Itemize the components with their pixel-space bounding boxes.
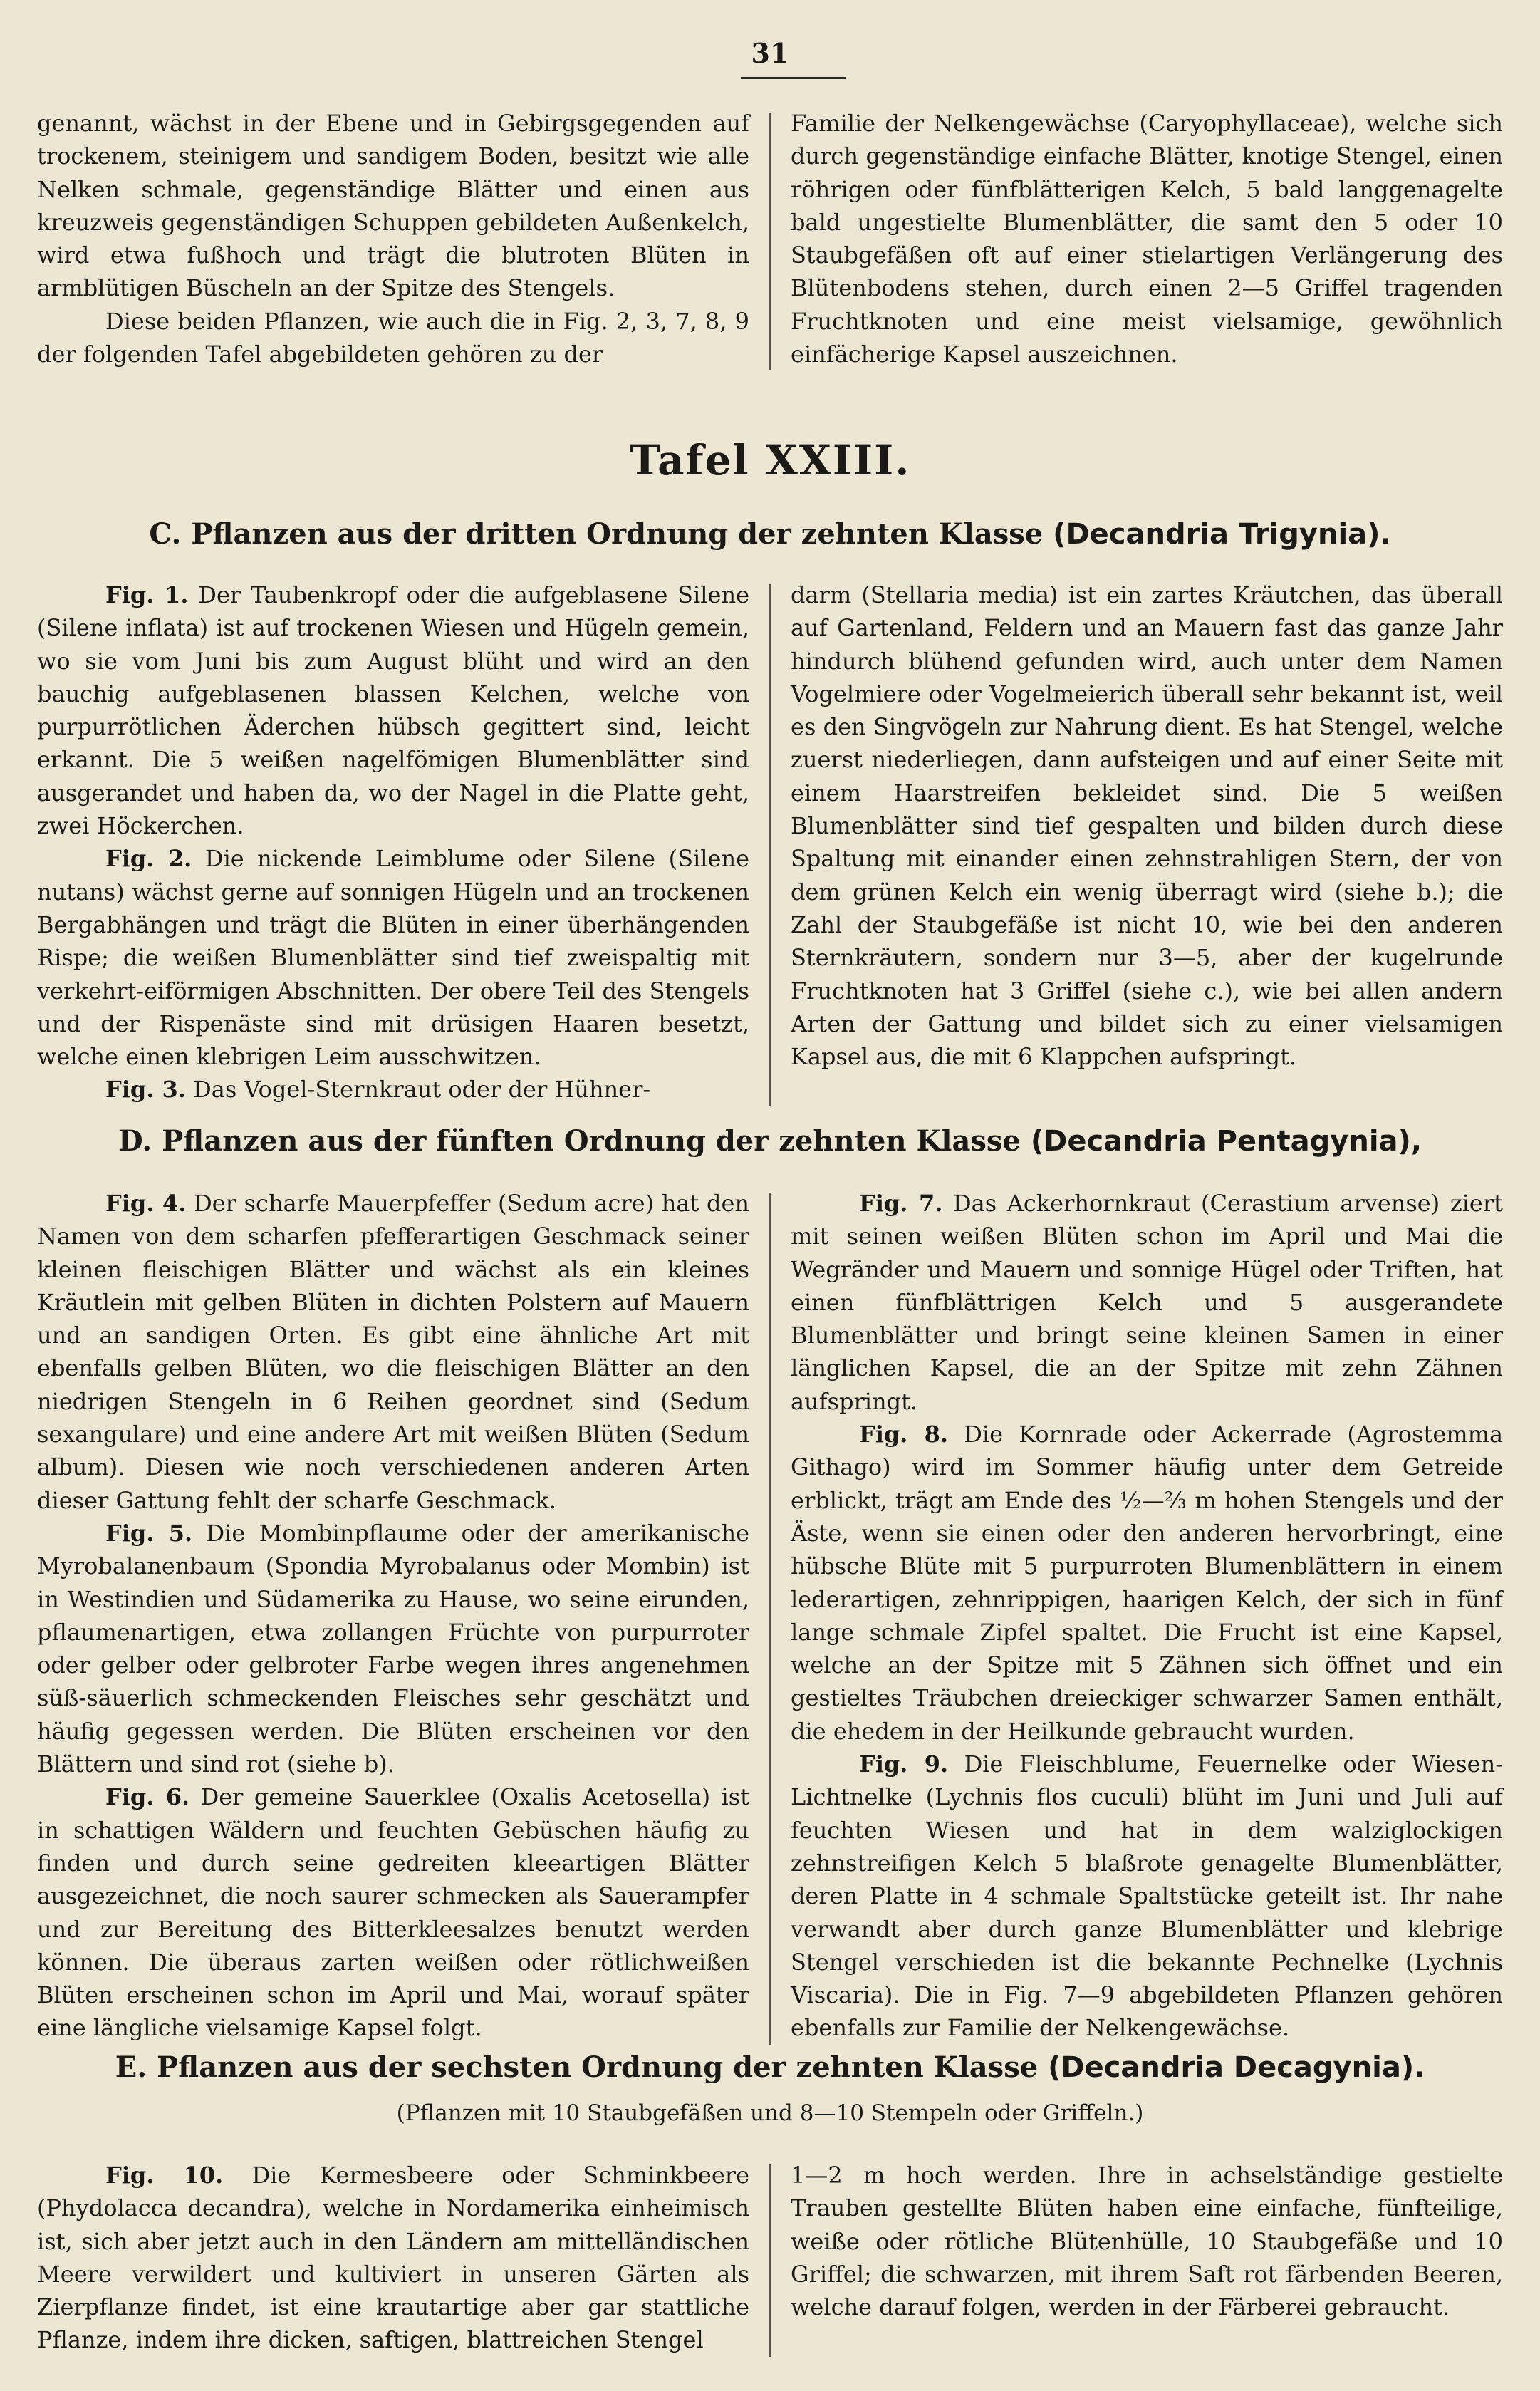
section-d-columns — [37, 1187, 1503, 2045]
figure-label: Fig. 10. — [105, 2162, 224, 2189]
figure-paragraph — [37, 1780, 749, 2044]
plate-title: Tafel XXIII. — [629, 436, 911, 484]
figure-label: Fig. 6. — [105, 1783, 190, 1811]
section-e-right-column — [791, 2159, 1503, 2357]
section-c-left-column — [37, 579, 749, 1106]
page-number: 31 — [751, 37, 789, 69]
figure-text: Die Mombinpflaume oder der amerikanische Myrobalanenbaum (Spondia Myrobalanus oder Mombin) ist in Westindien und Südamerika zu Hause, wo seine eirunden, pflaumenartigen, etwa zollangen Früchte von purpurroter oder gelber oder gelbroter Farbe wegen ihres angenehmen süß-säuerlich schmeckenden Fleisches sehr geschätzt und häufig gegessen werden. Die Blüten erscheinen vor den Blättern und sind rot (siehe b). — [37, 1519, 750, 1778]
section-c-heading — [0, 517, 1540, 551]
section-e-columns — [37, 2159, 1503, 2357]
figure-label: Fig. 7. — [859, 1190, 943, 1217]
section-d-right-column — [791, 1187, 1503, 2045]
intro-columns — [37, 107, 1503, 370]
column-divider — [769, 113, 771, 370]
section-heading-text: D. Pflanzen aus der fünften Ordnung der zehnten Klasse — [118, 1124, 1021, 1158]
figure-paragraph — [37, 842, 749, 1073]
figure-paragraph — [37, 1187, 749, 1517]
paragraph: 1—2 m hoch werden. Ihre in achselständige gestielte Trauben gestellte Blüten haben eine einfache, fünfteilige, weiße oder rötliche Blütenhülle, 10 Staubgefäße und 10 Griffel; die schwarzen, mit ihrem Saft rot färbenden Beeren, welche darauf folgen, werden in der Färberei gebraucht. — [791, 2162, 1503, 2321]
figure-label: Fig. 4. — [105, 1190, 187, 1217]
figure-text: Der gemeine Sauerklee (Oxalis Acetosella) ist in schattigen Wäldern und feuchten Gebüschen häufig zu finden und durch seine gedreiten kleeartigen Blätter ausgezeichnet, die noch saurer schmecken als Sauerampfer und zur Bereitung des Bitterkleesalzes benutzt werden können. Die überaus zarten weißen oder rötlichweißen Blüten erscheinen schon im April und Mai, worauf später eine längliche vielsamige Kapsel folgt. — [37, 1783, 750, 2042]
figure-text: Die Fleischblume, Feuernelke oder Wiesen-Lichtnelke (Lychnis flos cuculi) blüht im Juni und Juli auf feuchten Wiesen und hat in dem walziglockigen zehnstreifigen Kelch 5 blaßrote genagelte Blumenblätter, deren Platte in 4 schmale Spaltstücke geteilt ist. Ihr nahe verwandt aber durch ganze Blumenblätter und klebrige Stengel verschieden ist die bekannte Pechnelke (Lychnis Viscaria). Die in Fig. 7—9 abgebildeten Pflanzen gehören ebenfalls zur Familie der Nelkengewächse. — [791, 1751, 1504, 2042]
section-heading-latin: (Decandria Pentagynia), — [1030, 1125, 1422, 1158]
section-e-heading — [0, 2050, 1540, 2084]
figure-text: Der Taubenkropf oder die aufgeblasene Silene (Silene inflata) ist auf trockenen Wiesen und Hügeln gemein, wo sie vom Juni bis zum August blüht und wird an den bauchig aufgeblasenen blassen Kelchen, welche von purpurrötlichen Äderchen hübsch gegittert sind, leicht erkannt. Die 5 weißen nagelfömigen Blumenblätter sind ausgerandet und haben da, wo der Nagel in die Platte geht, zwei Höckerchen. — [37, 581, 750, 840]
paragraph: darm (Stellaria media) ist ein zartes Kräutchen, das überall auf Gartenland, Feldern und an Mauern fast das ganze Jahr hindurch blühend gefunden wird, auch unter dem Namen Vogelmiere oder Vogelmeierich überall sehr bekannt ist, weil es den Singvögeln zur Nahrung dient. Es hat Stengel, welche zuerst niederliegen, dann aufsteigen und auf einer Seite mit einem Haarstreifen bekleidet sind. Die 5 weißen Blumenblätter sind tief gespalten und bilden durch diese Spaltung mit einander einen zehnstrahligen Stern, der von dem grünen Kelch ein wenig überragt wird (siehe b.); die Zahl der Staubgefäße ist nicht 10, wie bei den anderen Sternkräutern, sondern nur 3—5, aber der kugelrunde Fruchtknoten hat 3 Griffel (siehe c.), wie bei allen andern Arten der Gattung und bildet sich zu einer vielsamigen Kapsel aus, die mit 6 Klappchen aufspringt. — [791, 581, 1503, 1071]
figure-text: Das Ackerhornkraut (Cerastium arvense) ziert mit seinen weißen Blüten schon im April und Mai die Wegränder und Mauern und sonnige Hügel oder Triften, hat einen fünfblättrigen Kelch und 5 ausgerandete Blumenblätter und bringt seine kleinen Samen in einer länglichen Kapsel, die an der Spitze mit zehn Zähnen aufspringt. — [791, 1190, 1504, 1415]
figure-paragraph — [37, 1517, 749, 1780]
section-e-note: (Pflanzen mit 10 Staubgefäßen und 8—10 Stempeln oder Griffeln.) — [396, 2100, 1144, 2126]
column-divider — [769, 2164, 771, 2357]
section-heading-text: C. Pflanzen aus der dritten Ordnung der zehnten Klasse — [149, 517, 1044, 551]
section-c-columns — [37, 579, 1503, 1106]
figure-text: Das Vogel-Sternkraut oder der Hühner- — [193, 1076, 651, 1104]
section-heading-latin: (Decandria Trigynia). — [1053, 518, 1391, 551]
figure-paragraph — [791, 1418, 1503, 1748]
section-c-right-column — [791, 579, 1503, 1106]
column-divider — [769, 1193, 771, 2045]
figure-text: Die Kermesbeere oder Schminkbeere (Phydolacca decandra), welche in Nordamerika einheimisch ist, sich aber jetzt auch in den Ländern am mittelländischen Meere verwildert und kultiviert in unseren Gärten als Zierpflanze findet, ist eine krautartige aber gar stattliche Pflanze, indem ihre dicken, saftigen, blattreichen Stengel — [37, 2162, 750, 2354]
figure-paragraph — [37, 1073, 749, 1106]
column-divider — [769, 584, 771, 1106]
page-number-rule — [741, 77, 846, 79]
figure-label: Fig. 3. — [105, 1076, 186, 1104]
section-heading-latin: (Decandria Decagynia). — [1048, 2051, 1425, 2084]
figure-label: Fig. 8. — [859, 1421, 948, 1448]
paragraph: Diese beiden Pflanzen, wie auch die in Fig. 2, 3, 7, 8, 9 der folgenden Tafel abgebildeten gehören zu der — [37, 307, 749, 368]
figure-text: Der scharfe Mauerpfeffer (Sedum acre) hat den Namen von dem scharfen pfefferartigen Geschmack seiner kleinen fleischigen Blätter und wächst als ein kleines Kräutlein mit gelben Blüten in dichten Polstern auf Mauern und an sandigen Orten. Es gibt eine ähnliche Art mit ebenfalls gelben Blüten, wo die fleischigen Blätter an den niedrigen Stengeln in 6 Reihen geordnet sind (Sedum sexangulare) und eine andere Art mit weißen Blüten (Sedum album). Diesen wie noch verschiedenen anderen Arten dieser Gattung fehlt der scharfe Geschmack. — [37, 1190, 750, 1514]
paragraph: Familie der Nelkengewächse (Caryophyllaceae), welche sich durch gegenständige einfache Blätter, knotige Stengel, einen röhrigen oder fünfblätterigen Kelch, 5 bald langgenagelte bald ungestielte Blumenblätter, die samt den 5 oder 10 Staubgefäßen oft auf einer stielartigen Verlängerung des Blütenbodens stehen, durch einen 2—5 Griffel tragenden Fruchtknoten und eine meist vielsamige, gewöhnlich einfächerige Kapsel auszeichnen. — [791, 110, 1503, 368]
figure-text: Die nickende Leimblume oder Silene (Silene nutans) wächst gerne auf sonnigen Hügeln und an trockenen Bergabhängen und trägt die Blüten in einer überhängenden Rispe; die weißen Blumenblätter sind tief zweispaltig mit verkehrt-eiförmigen Abschnitten. Der obere Teil des Stengels und der Rispenäste sind mit drüsigen Haaren besetzt, welche einen klebrigen Leim ausschwitzen. — [37, 845, 750, 1071]
figure-text: Die Kornrade oder Ackerrade (Agrostemma Githago) wird im Sommer häufig unter dem Getreide erblickt, trägt am Ende des ½—⅔ m hohen Stengels und der Äste, wenn sie einen oder den anderen hervorbringt, eine hübsche Blüte mit 5 purpurroten Blumenblättern in einem lederartigen, zehnrippigen, haarigen Kelch, der sich in fünf lange schmale Zipfel spaltet. Die Frucht ist eine Kapsel, welche an der Spitze mit 5 Zähnen sich öffnet und ein gestieltes Träubchen dreieckiger schwarzer Samen enthält, die ehedem in der Heilkunde gebraucht wurden. — [791, 1421, 1504, 1745]
intro-left-column — [37, 107, 749, 370]
figure-label: Fig. 2. — [105, 845, 192, 873]
figure-label: Fig. 5. — [105, 1519, 193, 1547]
section-heading-text: E. Pflanzen aus der sechsten Ordnung der zehnten Klasse — [115, 2050, 1039, 2084]
figure-label: Fig. 9. — [859, 1751, 949, 1778]
intro-right-column — [791, 107, 1503, 370]
figure-paragraph — [791, 1187, 1503, 1418]
section-d-heading — [0, 1124, 1540, 1158]
figure-label: Fig. 1. — [105, 581, 189, 608]
figure-paragraph — [791, 1748, 1503, 2045]
section-d-left-column — [37, 1187, 749, 2045]
figure-paragraph — [37, 2159, 749, 2357]
paragraph: genannt, wächst in der Ebene und in Gebirgsgegenden auf trockenem, steinigem und sandigem Boden, besitzt wie alle Nelken schmale, gegenständige Blätter und einen aus kreuzweis gegenständigen Schuppen gebildeten Außenkelch, wird etwa fußhoch und trägt die blutroten Blüten in armblütigen Büscheln an der Spitze des Stengels. — [37, 110, 749, 302]
figure-paragraph — [37, 579, 749, 842]
section-e-left-column — [37, 2159, 749, 2357]
